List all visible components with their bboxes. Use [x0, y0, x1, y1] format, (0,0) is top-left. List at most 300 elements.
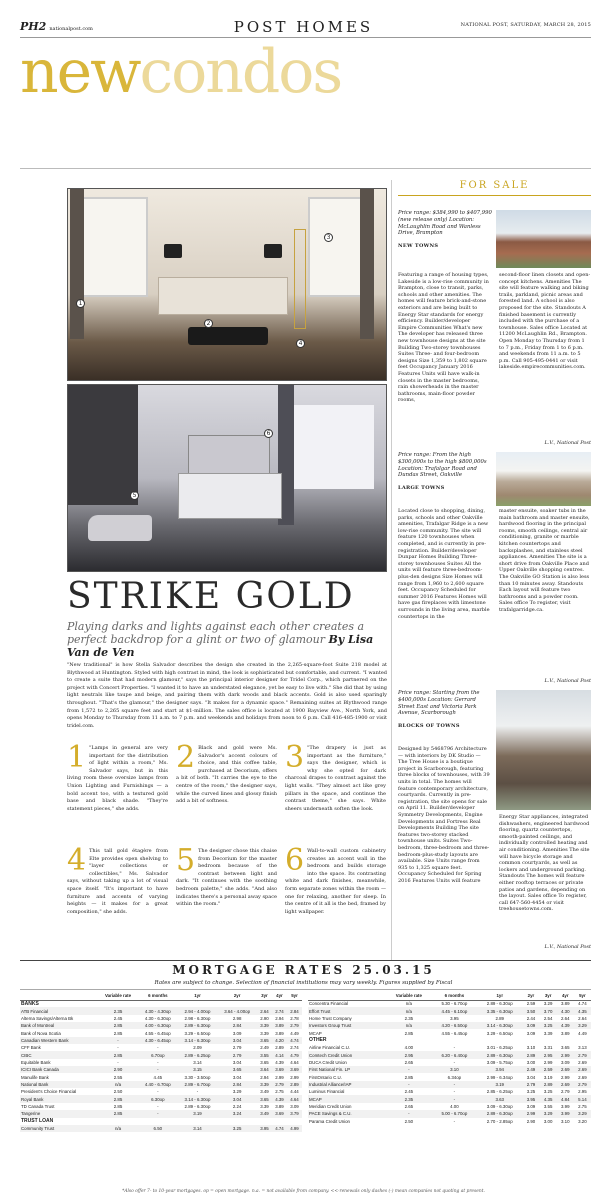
rate-cell: 4.84: [557, 1095, 574, 1102]
photo-badge: 3: [324, 233, 333, 242]
lender-name: Investors Group Trust: [308, 1022, 386, 1029]
brand-rule: [20, 168, 591, 169]
rate-cell: -: [157, 1089, 159, 1095]
rate-cell: 3.65: [260, 1059, 269, 1065]
rate-cell: 3.10: [432, 1066, 477, 1073]
rate-cell: 3.04: [217, 1037, 257, 1044]
group-label: TRUST LOAN: [20, 1118, 302, 1125]
rate-cell: 3.14 - 6.30op: [178, 1037, 218, 1044]
rate-cell: 2.89 - 6.30op: [486, 1001, 513, 1007]
rate-cell: 2.75: [578, 1103, 587, 1109]
rate-cell: -: [386, 1081, 432, 1088]
rate-cell: 4.79: [287, 1051, 302, 1058]
rate-cell: 2.90: [260, 1015, 269, 1021]
rate-cell: 3.09: [526, 1103, 536, 1109]
rate-cell: 3.95: [257, 1125, 272, 1132]
rate-cell: 3.31: [543, 1045, 553, 1051]
rate-cell: 4.14: [272, 1051, 287, 1058]
rate-cell: 4.30 - 6.30op: [144, 1015, 171, 1021]
photo-badge: 5: [130, 491, 139, 500]
rate-cell: 6.50: [138, 1125, 178, 1132]
rate-cell: 2.44: [526, 1015, 536, 1021]
listing-signature: L.V., National Post: [544, 678, 591, 684]
rate-cell: 3.95: [522, 1095, 539, 1102]
table-group-row: [20, 1000, 302, 1007]
table-row: [20, 1037, 302, 1044]
rate-cell: 3.64 - 4.00op: [217, 1007, 257, 1014]
rate-cell: n/a: [386, 1007, 432, 1014]
rate-cell: 2.85: [113, 1103, 123, 1109]
rate-cell: 3.49: [260, 1089, 269, 1095]
listing-treehouse: [398, 690, 591, 952]
listing-photo: [496, 452, 591, 506]
rate-cell: 3.89: [275, 1103, 284, 1109]
table-row: [308, 1088, 591, 1095]
rate-cell: 2.85: [98, 1095, 138, 1102]
table-row: [20, 1103, 302, 1110]
rate-cell: 2.79: [574, 1051, 591, 1058]
rate-cell: 2.74: [272, 1007, 287, 1014]
lender-name: CIBC: [20, 1051, 98, 1058]
rate-cell: 4.99: [287, 1125, 302, 1132]
rate-cell: 4.44: [290, 1089, 299, 1095]
rate-cell: 2.89 - 6.30op: [184, 1103, 211, 1109]
rate-cell: 2.98 - 6.30op: [184, 1015, 211, 1021]
rate-cell: 2.35: [404, 1015, 414, 1021]
rate-cell: 3.65: [217, 1066, 257, 1073]
rate-cell: 3.19: [477, 1081, 522, 1088]
rate-cell: 5.30 - 6.70op: [441, 1001, 468, 1007]
rate-cell: -: [157, 1059, 159, 1065]
window: [288, 405, 374, 489]
rate-cell: 3.14 - 6.30op: [477, 1022, 522, 1029]
listing-kicker: NEW TOWNS: [398, 243, 439, 250]
rate-cell: 3.04: [217, 1095, 257, 1102]
table-row: [20, 1073, 302, 1080]
col-header: 4yr: [272, 992, 287, 1000]
tip-number: 3: [285, 740, 305, 775]
col-header: 2yr: [522, 992, 539, 1000]
window-right: [308, 197, 368, 297]
rate-cell: 3.10: [560, 1118, 570, 1124]
table-row: [20, 1081, 302, 1088]
lender-name: Bank of Montreal: [20, 1022, 98, 1029]
listing-trafalgar: [398, 452, 591, 687]
listing-kicker: LARGE TOWNS: [398, 485, 445, 492]
rate-cell: 4.49: [578, 1030, 587, 1036]
photo-badge: 6: [264, 429, 273, 438]
rate-cell: 3.14 - 6.30op: [178, 1095, 218, 1102]
table-group-row: [308, 1037, 591, 1044]
rate-cell: n/a: [405, 1001, 412, 1007]
bedroom-photo: [67, 384, 387, 572]
rate-cell: -: [138, 1110, 178, 1117]
rate-cell: 2.45: [404, 1089, 414, 1095]
tip-text: "Lamps in general are very important for the distribution of light within a room," Ms. Salvador says, but in this living room these oversize lamps from Union Lighting and Furnishings — a bold accent too, with a textured gold base and black shade. "They're statement pieces," she adds.: [67, 745, 168, 812]
rate-cell: 3.04: [526, 1074, 536, 1080]
rate-cell: 2.85: [98, 1110, 138, 1117]
rate-cell: -: [157, 1045, 159, 1051]
rate-cell: 2.98: [232, 1015, 242, 1021]
rate-cell: 2.99 - 6.34op: [486, 1074, 513, 1080]
lender-name: PACE Savings & C.U.: [308, 1110, 386, 1117]
table-row: [20, 1095, 302, 1102]
rate-cell: 3.49: [257, 1110, 272, 1117]
table-row: [20, 1044, 302, 1051]
rate-cell: 2.94 - 4.00op: [178, 1007, 218, 1014]
rate-cell: 2.89 - 6.30op: [178, 1022, 218, 1029]
rate-cell: 2.85: [98, 1022, 138, 1029]
rate-cell: 3.29 - 6.50op: [486, 1030, 513, 1036]
rate-cell: 2.89 - 6.30op: [477, 1051, 522, 1058]
col-header: 2yr: [217, 992, 257, 1000]
deck-text: Playing darks and lights against each other creates a perfect backdrop for a glint or two of glamour: [67, 620, 365, 646]
mortgage-subtitle: Rates are subject to change. Selection of financial institutions may vary weekly. Figures supplied by Fiscal: [154, 980, 453, 986]
rate-cell: 4.35: [574, 1007, 591, 1014]
lender-name: DUCA Credit Union: [309, 1059, 347, 1065]
listing-meta: Price range: $384,990 to $407,990 (new release only) Location: McLaughlin Road and Wanless Drive, Brampton: [398, 210, 492, 237]
coffee-table: [188, 327, 268, 345]
rate-cell: 2.85: [113, 1030, 123, 1036]
listing-photo: [496, 690, 591, 810]
rate-cell: 2.50: [404, 1118, 414, 1124]
tip-text: The designer chose this chaise from Decorium for the master bedroom because of the contrast between light and dark. "It continues with the soothing bedroom palette," she adds. "And also indicates there's a personal away space within the room.": [176, 848, 277, 908]
rate-cell: 2.49: [522, 1066, 539, 1073]
rate-cell: 4.55 - 6.45op: [441, 1030, 468, 1036]
dateline: NATIONAL POST, SATURDAY, MARCH 28, 2015: [460, 22, 591, 28]
col-header: 3yr: [540, 992, 557, 1000]
rate-cell: 2.84: [287, 1007, 302, 1014]
rate-cell: 2.09: [193, 1045, 202, 1051]
feature-title: STRIKE GOLD: [67, 576, 355, 617]
rate-cell: 4.55 - 6.45op: [144, 1030, 171, 1036]
lender-name: Community Trust: [20, 1125, 98, 1132]
rate-cell: 2.69: [574, 1066, 591, 1073]
lender-name: TD Canada Trust: [21, 1103, 55, 1109]
table-row: [20, 1059, 302, 1066]
table-row: [20, 1029, 302, 1036]
lender-name: National Bank: [20, 1081, 98, 1088]
group-label: BANKS: [20, 1000, 302, 1007]
mortgage-rule-mid: [20, 989, 591, 990]
rate-cell: 2.75: [275, 1089, 284, 1095]
rate-cell: -: [386, 1110, 432, 1117]
rate-cell: 3.09 - 5.75op: [486, 1059, 513, 1065]
listing-signature: L.V., National Post: [544, 440, 591, 446]
rate-cell: 2.79: [287, 1022, 302, 1029]
rate-cell: 4.00: [404, 1045, 414, 1051]
listing-text-1: Designed by 5468796 Architecture — with interiors by DK Studio — The Tree House is a boutique project in Scarborough, featuring three blocks of townhouses, with 39 units in total. The homes will feature contemporary architecture, courtyards. Currently in pre-registration, the site opens for sale on April 11. Builder/developer Symmetry Developments, Engine Developments and Fortress Real Developments Building The site features two-storey stacked townhouse units. Suites Two-bedroom, three-bedroom and three-bedroom-plus-study layouts are available. Size Units range from 935 to 1,325 square feet. Occupancy Scheduled for Spring 2016 Features Units will feature: [398, 746, 490, 884]
rate-cell: 3.55: [257, 1051, 272, 1058]
rate-cell: 2.89: [522, 1051, 539, 1058]
rate-cell: 3.25: [526, 1089, 536, 1095]
rate-cell: 2.94: [275, 1015, 284, 1021]
lamp-left: [164, 244, 182, 258]
rate-cell: 3.20: [578, 1118, 587, 1124]
col-header: 4yr: [557, 992, 574, 1000]
rate-cell: -: [453, 1059, 456, 1065]
lender-name: ICICI Bank Canada: [20, 1066, 98, 1073]
rate-cell: 2.95: [540, 1051, 557, 1058]
rate-cell: 3.95: [450, 1015, 459, 1021]
rate-cell: -: [453, 1045, 456, 1051]
listing-text-1: Featuring a range of housing types, Lakeside is a low-rise community in Brampton, close to transit, parks, schools and other amenities. The homes will feature brick-and-stone exteriors and are being built to Energy Star standards for energy efficiency. Builder/developer Empire Communities What's new The developer has released three new townhouse designs at the site Building Two-storey townhouses Suites Three- and four-bedroom designs Size 1,359 to 1,802 square feet Occupancy January 2016 Features Units will have walk-in closets in the master bedrooms, rain showerheads in the master bathrooms, main-floor powder rooms,: [398, 272, 489, 404]
table-row: [20, 1125, 302, 1132]
rate-cell: 2.89: [540, 1081, 557, 1088]
lender-name: FirstOntario C.U.: [309, 1074, 342, 1080]
table-row: [308, 1073, 591, 1080]
rate-cell: -: [453, 1089, 456, 1095]
table-row: [308, 1110, 591, 1117]
col-header: [308, 992, 386, 1000]
lender-name: President's Choice Financial: [21, 1089, 77, 1095]
lender-name: First National Fin. LP: [308, 1066, 386, 1073]
rate-cell: 3.04: [232, 1059, 242, 1065]
listing-photo: [496, 210, 591, 268]
rate-cell: 3.39: [257, 1081, 272, 1088]
rate-cell: 4.74: [272, 1125, 287, 1132]
listing-meta: Price range: Starting from the $400,000s Location: Gerrard Street East and Victoria Park Avenue, Scarborough: [398, 690, 480, 717]
rate-cell: 3.39: [543, 1030, 553, 1036]
rate-cell: 3.09: [522, 1022, 539, 1029]
rate-cell: 3.29: [574, 1110, 591, 1117]
rate-cell: 3.25: [217, 1125, 257, 1132]
rate-cell: 3.35 - 6.30op: [477, 1007, 522, 1014]
rate-cell: 4.00: [450, 1103, 459, 1109]
table-row: [20, 1007, 302, 1014]
rate-cell: 2.69: [557, 1066, 574, 1073]
rate-cell: 2.59: [540, 1066, 557, 1073]
lender-name: Parama Credit Union: [309, 1118, 350, 1124]
rate-cell: -: [453, 1118, 456, 1124]
rate-cell: 2.89: [495, 1015, 504, 1021]
rate-cell: 6.70op: [138, 1051, 178, 1058]
col-header: 1yr: [477, 992, 522, 1000]
rate-cell: 3.89: [560, 1030, 570, 1036]
rate-cell: 2.79: [574, 1081, 591, 1088]
rate-cell: 3.55: [543, 1103, 553, 1109]
rate-cell: 4.30: [557, 1007, 574, 1014]
rate-cell: 3.01 - 6.25op: [486, 1045, 513, 1051]
col-header: 6 months: [432, 992, 477, 1000]
rate-cell: 3.25: [543, 1089, 553, 1095]
rate-cell: 3.15: [178, 1066, 218, 1073]
rate-cell: 3.89: [560, 1001, 570, 1007]
feature-intro: "New traditional" is how Stella Salvador describes the design she created in the 2,265-square-foot Suite 218 model at Blythwood at Huntington. Styled with high contrast in mind, the look is sophisticated but comfortable, and current. "I wanted to create a suite that had modern glamour," says the principal interior designer for Tridel Corp., which partnered on the project with Concert Properties. "I wanted it to have an understated elegance, yet be easy to live with." She did that by using light neutrals like taupe and beige, and pairing them with dark woods and black accents. Gold is also used sparingly throughout. "That's the glamour," the designer says. "It makes for a dynamic space." Remaining suites at Blythwood range from 1,572 to 2,265 square feet and start at $1-million. The sales office is located at 1900 Bayview Ave., North York, and opens Monday to Thursday from 11 a.m. to 7 p.m. and weekends and holidays from noon to 6 p.m. Call 416-485-1900 or visit tridel.com.: [67, 662, 387, 729]
rate-cell: 2.99: [275, 1074, 284, 1080]
rate-cell: 3.09: [526, 1030, 536, 1036]
lender-name: Tangerine: [20, 1110, 98, 1117]
listing-meta: Price range: From the high $300,000s to the high $800,000s Location: Trafalgar Road and Dundas Street, Oakville: [398, 452, 487, 479]
rate-cell: 2.45: [113, 1015, 123, 1021]
window-left: [78, 197, 148, 297]
mortgage-title: MORTGAGE RATES 25.03.15: [172, 963, 435, 977]
table-row: [308, 1066, 591, 1073]
lender-name: Home Trust Company: [309, 1015, 352, 1021]
page-number: PH2 nationalpost.com: [20, 20, 93, 33]
lender-name: Airline Financial C.U.: [309, 1045, 350, 1051]
rate-cell: 2.79: [522, 1081, 539, 1088]
lamp-right: [264, 244, 282, 258]
lender-name: Comtech Credit Union: [308, 1051, 386, 1058]
chaise: [88, 515, 152, 541]
rate-cell: 2.99: [290, 1074, 299, 1080]
rate-cell: 4.39: [557, 1022, 574, 1029]
rate-cell: 2.85: [98, 1051, 138, 1058]
table-row: [20, 1066, 302, 1073]
brand-new: new: [20, 37, 140, 107]
rate-cell: 4.49: [290, 1030, 299, 1036]
rate-cell: 2.54: [543, 1015, 553, 1021]
rate-cell: -: [117, 1045, 119, 1051]
rate-cell: 6.34op: [447, 1074, 462, 1080]
rate-cell: 2.70 - 2.85op: [486, 1118, 513, 1124]
rate-cell: 2.85 - 6.25op: [486, 1089, 513, 1095]
etagere: [294, 229, 306, 329]
rate-cell: 2.99: [522, 1110, 539, 1117]
rate-cell: 5.00 - 6.70op: [432, 1110, 477, 1117]
rate-cell: 2.89 - 6.25op: [178, 1051, 218, 1058]
byline: By Lisa Van de Ven: [67, 633, 374, 659]
rate-cell: 2.95: [578, 1089, 587, 1095]
rate-cell: 2.99: [543, 1059, 553, 1065]
table-row: [308, 1000, 591, 1007]
rate-cell: 3.65: [257, 1095, 272, 1102]
rate-cell: 2.89: [275, 1045, 284, 1051]
rate-cell: 3.89: [272, 1022, 287, 1029]
rate-cell: 3.50: [522, 1007, 539, 1014]
table-row: [308, 1029, 591, 1036]
table-row: [308, 1022, 591, 1029]
rate-cell: 2.74: [290, 1045, 299, 1051]
mortgage-table-left: [20, 992, 302, 1132]
rate-cell: 3.70: [540, 1007, 557, 1014]
rate-cell: 3.39: [257, 1022, 272, 1029]
tip-number: 5: [176, 843, 196, 878]
table-row: [308, 1081, 591, 1088]
rate-cell: 3.89: [275, 1030, 284, 1036]
rate-cell: 4.30 - 4.30op: [138, 1007, 178, 1014]
rate-cell: 4.00 - 6.30op: [138, 1022, 178, 1029]
tip-2: [176, 740, 277, 806]
rate-cell: 3.99: [560, 1103, 570, 1109]
rate-cell: 3.29: [543, 1001, 553, 1007]
rate-cell: 2.69: [578, 1074, 587, 1080]
rate-cell: -: [98, 1037, 138, 1044]
table-row: [308, 1015, 591, 1022]
table-row: [308, 1044, 591, 1051]
table-row: [20, 1110, 302, 1117]
listing-text-2: second-floor linen closets and open-concept kitchens. Amenities The site will feature walking and biking trails, parkland, picnic areas and forested land. A school is also proposed for the site. Standouts A finished basement is currently included with the purchase of a townhouse. Sales office Located at 11200 McLaughlin Rd., Brampton. Open Monday to Thursday from 1 to 7 p.m., Friday from 1 to 6 p.m. and weekends from 11 a.m. to 5 p.m. Call 905-495-0441 or visit lakeside.empirecommunities.com.: [499, 272, 591, 371]
table-row: [308, 1118, 591, 1125]
rate-cell: 4.45 - 6.10op: [432, 1007, 477, 1014]
rate-cell: 3.29: [232, 1089, 242, 1095]
col-header: 3yr: [257, 992, 272, 1000]
rate-cell: 4.45: [153, 1074, 163, 1080]
rate-cell: 2.35: [386, 1095, 432, 1102]
table-row: [20, 1051, 302, 1058]
rate-cell: 3.63: [477, 1095, 522, 1102]
rate-cell: 3.65: [560, 1045, 570, 1051]
rate-cell: 2.69: [557, 1081, 574, 1088]
table-group-row: [20, 1118, 302, 1125]
rate-cell: n/a: [98, 1081, 138, 1088]
rate-cell: 2.99: [557, 1051, 574, 1058]
bed-headboard: [188, 435, 270, 475]
listing-col: [398, 258, 489, 270]
rate-cell: 3.99: [557, 1110, 574, 1117]
table-row: [308, 1059, 591, 1066]
rate-cell: 3.00: [543, 1118, 553, 1124]
listing-text-2: Energy Star appliances, integrated dishwashers, engineered hardwood flooring, quartz countertops, smooth-painted ceilings, and individually controlled heating and air conditioning. Amenities The site will have bicycle storage and common courtyards, as well as lockers and underground parking. Standouts The homes will feature either rooftop terraces or private patios and gardens, depending on the layout. Sales office To register, call 647-560-4454 or visit treehousetowns.com.: [499, 814, 590, 913]
tip-number: 1: [67, 740, 87, 775]
tip-6: [285, 843, 386, 916]
listing-text-1: Located close to shopping, dining, parks, schools and other Oakville amenities, Trafalgar Ridge is a new low-rise community. The site will feature 120 townhouses when completed, and is currently in pre-registration. Builder/developer Dunpar Homes Building Three-storey townhouses Suites All the units will feature three-bedroom-plus-den designs Size Homes will range from 1,960 to 2,600 square feet. Occupancy Scheduled for summer 2016 Features Homes will have gas fireplaces with limestone surrounds in the living area, marble countertops in the: [398, 508, 490, 620]
lender-name: Canadian Western Bank: [20, 1037, 98, 1044]
tip-number: 4: [67, 843, 87, 878]
table-row: [20, 1088, 302, 1095]
site-url: nationalpost.com: [49, 26, 93, 32]
rate-cell: 3.04: [232, 1074, 242, 1080]
tip-number: 6: [285, 843, 305, 878]
tip-text: Black and gold were Ms. Salvador's accent colours of choice, and this coffee table, purchased at Decorium, offers a bit of both. "It carries the eye to the centre of the room," the designer says, while the curved lines and glossy finish add a bit of softness.: [176, 745, 277, 805]
rate-cell: 2.90: [526, 1118, 536, 1124]
rate-cell: 4.74: [287, 1037, 302, 1044]
tip-text: "The drapery is just as important as the furniture," says the designer, which is why she opted for dark charcoal drapes to contrast against the light walls. "They almost act like grey pillars in the space, and continue the contrast theme," she says. White sheers underneath soften the look.: [285, 745, 386, 812]
rate-cell: 3.29: [540, 1110, 557, 1117]
mortgage-table-right: [308, 992, 591, 1125]
lender-name: Industrial Alliance/IAP: [308, 1081, 386, 1088]
photo-badge: 4: [296, 339, 305, 348]
rate-cell: 3.39: [260, 1030, 269, 1036]
rate-cell: 2.65: [404, 1059, 414, 1065]
rate-cell: 2.64: [560, 1015, 570, 1021]
rate-cell: 2.55: [113, 1074, 123, 1080]
lender-name: MCAP: [308, 1095, 386, 1102]
col-header: 6 months: [138, 992, 178, 1000]
rate-cell: 3.69: [287, 1066, 302, 1073]
rate-cell: 5.14: [574, 1095, 591, 1102]
rate-cell: 2.78: [290, 1015, 299, 1021]
table-row: [308, 1007, 591, 1014]
rate-cell: 3.64: [257, 1066, 272, 1073]
rate-cell: 2.84: [217, 1081, 257, 1088]
rate-cell: 4.35: [540, 1095, 557, 1102]
col-header: 5yr: [574, 992, 591, 1000]
for-sale-heading: FOR SALE: [398, 180, 591, 196]
rate-cell: 3.30 - 3.50op: [184, 1074, 211, 1080]
mortgage-rule-top: [20, 960, 591, 961]
rate-cell: 3.94: [477, 1066, 522, 1073]
rate-cell: 6.30op: [138, 1095, 178, 1102]
lender-name: Alterna Savings/Alterna Bk: [21, 1015, 74, 1021]
tip-4: [67, 843, 168, 916]
bed: [178, 473, 282, 519]
column-divider: [391, 180, 392, 960]
listing-lakeside: [398, 210, 591, 450]
rate-cell: 4.74: [578, 1001, 587, 1007]
table-row: [308, 1103, 591, 1110]
tip-3: [285, 740, 386, 813]
rate-cell: 2.95: [386, 1051, 432, 1058]
mortgage-footnote: *Also offer 7- to 10-year mortgages. op = open mortgage. n.a. = not available from company. <<-renewals only dashes (-) mean companies not quoting at present.: [122, 1189, 485, 1194]
lender-name: Luminus Financial: [309, 1089, 345, 1095]
photo-badge: 2: [204, 319, 213, 328]
rate-cell: 3.65: [257, 1037, 272, 1044]
rate-cell: 2.65: [404, 1103, 414, 1109]
rate-cell: 4.64: [290, 1059, 299, 1065]
rate-cell: 3.19: [178, 1110, 218, 1117]
